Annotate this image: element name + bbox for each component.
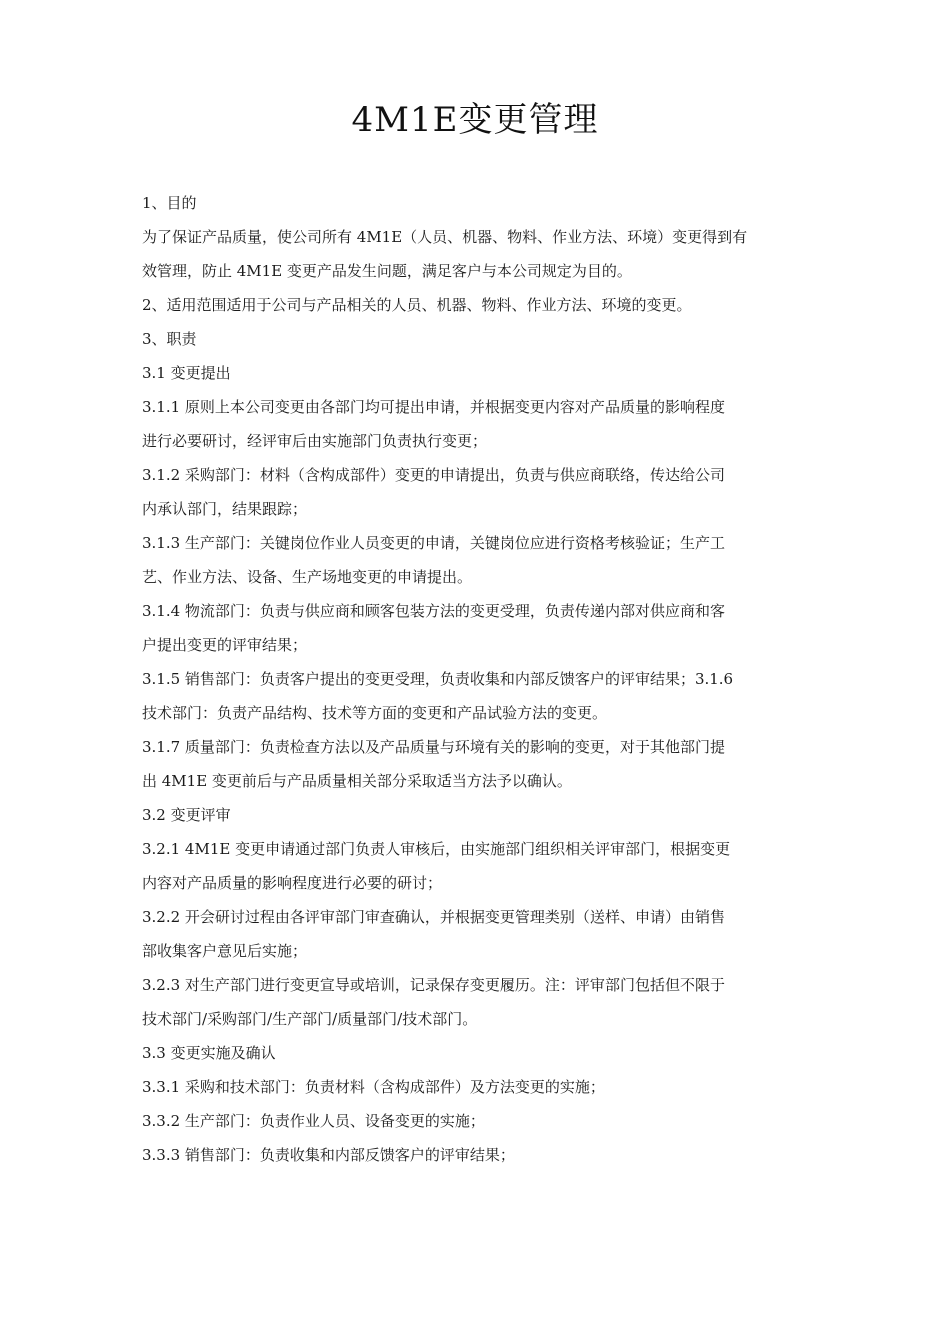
- text-line: 3.1.5 销售部门：负责客户提出的变更受理，负责收集和内部反馈客户的评审结果；3.1.6: [142, 670, 734, 688]
- text-line: 为了保证产品质量，使公司所有 4M1E（人员、机器、物料、作业方法、环境）变更得到有: [142, 228, 748, 246]
- text-line: 出 4M1E 变更前后与产品质量相关部分采取适当方法予以确认。: [142, 772, 572, 790]
- text-line: 3.2.2 开会研讨过程由各评审部门审查确认，并根据变更管理类别（送样、申请）由销售: [142, 908, 725, 926]
- text-line: 2、适用范围适用于公司与产品相关的人员、机器、物料、作业方法、环境的变更。: [142, 296, 692, 314]
- text-line: 3.1.4 物流部门：负责与供应商和顾客包装方法的变更受理，负责传递内部对供应商和客: [142, 602, 725, 620]
- text-line: 3.1.1 原则上本公司变更由各部门均可提出申请，并根据变更内容对产品质量的影响程度: [142, 398, 725, 416]
- text-line: 内承认部门，结果跟踪；: [142, 500, 308, 518]
- text-line: 3.1.2 采购部门：材料（含构成部件）变更的申请提出，负责与供应商联络，传达给公司: [142, 466, 725, 484]
- text-line: 3.3.1 采购和技术部门：负责材料（含构成部件）及方法变更的实施；: [142, 1078, 605, 1096]
- text-line: 3.3.2 生产部门：负责作业人员、设备变更的实施；: [142, 1112, 485, 1130]
- text-line: 户提出变更的评审结果；: [142, 636, 308, 654]
- text-line: 内容对产品质量的影响程度进行必要的研讨；: [142, 874, 443, 892]
- text-line: 部收集客户意见后实施；: [142, 942, 308, 960]
- document-body: [142, 186, 812, 1172]
- text-line: 技术部门：负责产品结构、技术等方面的变更和产品试验方法的变更。: [142, 704, 608, 722]
- text-line: 3.3 变更实施及确认: [142, 1044, 276, 1062]
- text-line: 效管理，防止 4M1E 变更产品发生问题，满足客户与本公司规定为目的。: [142, 262, 632, 280]
- text-line: 3.2 变更评审: [142, 806, 231, 824]
- text-line: 3.3.3 销售部门：负责收集和内部反馈客户的评审结果；: [142, 1146, 515, 1164]
- text-line: 3.1.3 生产部门：关键岗位作业人员变更的申请，关键岗位应进行资格考核验证；生产工: [142, 534, 725, 552]
- text-line: 技术部门/采购部门/生产部门/质量部门/技术部门。: [142, 1010, 478, 1028]
- text-line: 3.2.3 对生产部门进行变更宣导或培训，记录保存变更履历。注：评审部门包括但不限于: [142, 976, 725, 994]
- document-title: 4M1E变更管理: [351, 100, 599, 140]
- text-line: 3.1.7 质量部门：负责检查方法以及产品质量与环境有关的影响的变更，对于其他部门提: [142, 738, 725, 756]
- text-line: 3.1 变更提出: [142, 364, 231, 382]
- text-line: 3、职责: [142, 330, 197, 348]
- text-line: 艺、作业方法、设备、生产场地变更的申请提出。: [142, 568, 473, 586]
- text-line: 进行必要研讨，经评审后由实施部门负责执行变更；: [142, 432, 488, 450]
- text-line: 3.2.1 4M1E 变更申请通过部门负责人审核后，由实施部门组织相关评审部门，根据变更: [142, 840, 731, 858]
- text-line: 1、目的: [142, 194, 197, 212]
